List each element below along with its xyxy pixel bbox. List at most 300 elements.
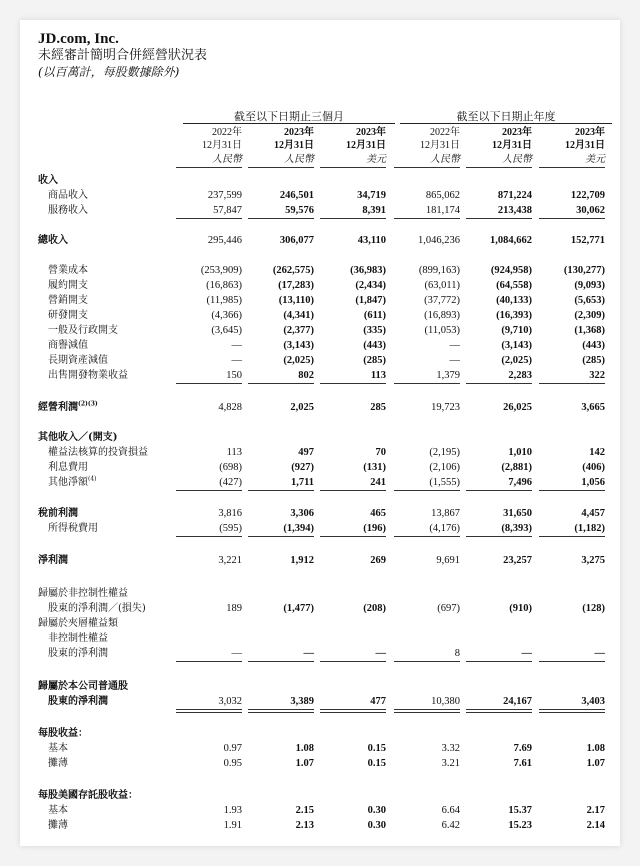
cell-value: (611) [363,310,386,321]
cell-value: (443) [363,340,386,351]
cell-value: (16,893) [424,310,460,321]
table-row [20,323,620,338]
column-rule [539,167,605,168]
total-double-rule [539,709,605,713]
subtotal-rule [539,536,605,537]
total-double-rule [394,709,460,713]
row-label [48,323,118,338]
subtotal-rule [176,661,242,662]
cell-value: (2,025) [283,355,314,366]
row-label-text: 所得稅費用 [48,523,98,534]
cell-value: (910) [509,603,532,614]
subtotal-rule [539,490,605,491]
cell-value: 152,771 [570,235,605,246]
table-row [20,756,620,771]
group-header-three-months: 截至以下日期止三個月 [234,110,344,123]
row-label-text: 攤薄 [48,820,68,831]
cell-value: 15.37 [508,805,532,816]
cell-value: 3,389 [290,696,314,707]
row-label [48,601,146,616]
column-rule [320,167,386,168]
row-label [38,173,58,188]
cell-value: 0.30 [367,820,386,831]
subtotal-rule [176,383,242,384]
cell-value: 246,501 [279,190,314,201]
cell-value: (2,195) [429,447,460,458]
cell-value: (899,163) [418,265,460,276]
row-label [48,475,97,490]
column-year: 2023年 [284,127,314,138]
subtotal-rule [320,383,386,384]
cell-value: 306,077 [279,235,314,246]
row-label-text: 每股美國存託股收益： [38,790,138,801]
cell-value: 1.08 [586,743,605,754]
unit-note: (以百萬計，每股數據除外) [38,65,180,79]
cell-value: — [231,648,242,659]
column-rule [394,167,460,168]
cell-value: 1.07 [295,758,314,769]
cell-value: (443) [582,340,605,351]
row-label-text: 履約開支 [48,280,88,291]
table-row [20,803,620,818]
row-label-text: 營銷開支 [48,295,88,306]
cell-value: (3,143) [501,340,532,351]
cell-value: 15.23 [508,820,532,831]
column-rule [248,167,314,168]
row-label-text: 每股收益： [38,728,88,739]
cell-value: 181,174 [425,205,460,216]
column-currency: 人民幣 [430,154,460,165]
cell-value: (2,025) [501,355,532,366]
table-row [20,368,620,383]
cell-value: 1,912 [290,555,314,566]
cell-value: 2.14 [586,820,605,831]
statement-header [38,30,207,80]
table-row [20,173,620,188]
row-label [48,631,108,646]
subtotal-rule [248,218,314,219]
subtotal-rule [394,536,460,537]
cell-value: 34,719 [357,190,386,201]
footnote-marker: (2)(3) [78,400,98,408]
subtotal-rule [176,218,242,219]
table-row [20,400,620,415]
cell-value: — [303,648,314,659]
subtotal-rule [320,536,386,537]
cell-value: 2,025 [290,402,314,413]
row-label-text: 商品收入 [48,190,88,201]
cell-value: (2,106) [429,462,460,473]
row-label-text: 總收入 [38,235,68,246]
cell-value: (9,093) [574,280,605,291]
row-label [48,203,88,218]
cell-value: 0.15 [367,758,386,769]
subtotal-rule [248,536,314,537]
row-label [38,616,118,631]
cell-value: (1,394) [283,523,314,534]
cell-value: — [449,355,460,366]
table-row [20,601,620,616]
cell-value: (427) [219,477,242,488]
table-row [20,646,620,661]
cell-value: (1,555) [429,477,460,488]
cell-value: 3.21 [441,758,460,769]
cell-value: 9,691 [436,555,460,566]
cell-value: (335) [363,325,386,336]
cell-value: 237,599 [207,190,242,201]
cell-value: (131) [363,462,386,473]
cell-value: 113 [226,447,242,458]
subtotal-rule [394,218,460,219]
subtotal-rule [248,661,314,662]
cell-value: (3,143) [283,340,314,351]
cell-value: (697) [437,603,460,614]
row-label-text: 攤薄 [48,758,68,769]
column-date: 12月31日 [202,140,242,151]
cell-value: 23,257 [503,555,532,566]
row-label [48,293,88,308]
subtotal-rule [320,661,386,662]
group-header-year: 截至以下日期止年度 [456,110,556,123]
row-label [38,679,128,694]
column-rule [466,167,532,168]
cell-value: (406) [582,462,605,473]
cell-value: (4,341) [283,310,314,321]
cell-value: 269 [370,555,386,566]
row-label-text: 基本 [48,805,68,816]
cell-value: 2.15 [295,805,314,816]
cell-value: 7.69 [513,743,532,754]
cell-value: 497 [298,447,314,458]
column-rule [176,167,242,168]
subtotal-rule [320,218,386,219]
cell-value: 189 [226,603,242,614]
cell-value: 295,446 [207,235,242,246]
cell-value: 70 [375,447,386,458]
column-year: 2022年 [212,127,242,138]
row-label-text: 其他收入／(開支) [38,432,118,443]
cell-value: 4,828 [218,402,242,413]
group-rule [183,123,395,124]
table-row [20,818,620,833]
cell-value: (4,366) [211,310,242,321]
cell-value: (285) [582,355,605,366]
row-label [48,803,68,818]
column-year: 2023年 [502,127,532,138]
row-label [38,233,68,248]
cell-value: (11,053) [424,325,460,336]
row-label [48,263,88,278]
table-row [20,506,620,521]
cell-value: 6.42 [441,820,460,831]
cell-value: (63,011) [424,280,460,291]
table-row [20,460,620,475]
cell-value: (16,863) [206,280,242,291]
column-currency: 美元 [585,154,605,165]
table-row [20,430,620,445]
cell-value: (1,182) [574,523,605,534]
subtotal-rule [394,383,460,384]
subtotal-rule [176,536,242,537]
row-label-text: 長期資產減值 [48,355,108,366]
table-row [20,586,620,601]
row-label [48,818,68,833]
cell-value: — [231,355,242,366]
table-row [20,521,620,536]
cell-value: 30,062 [576,205,605,216]
table-row [20,741,620,756]
cell-value: (2,309) [574,310,605,321]
cell-value: 865,062 [425,190,460,201]
statement-title: 未經審計簡明合併經營狀況表 [38,48,208,63]
cell-value: 3.32 [441,743,460,754]
row-label-text: 營業成本 [48,265,88,276]
footnote-marker: (4) [88,475,97,483]
cell-value: 3,032 [218,696,242,707]
cell-value: (64,558) [496,280,532,291]
cell-value: 13,867 [431,508,460,519]
subtotal-rule [466,536,532,537]
row-label-text: 利息費用 [48,462,88,473]
subtotal-rule [248,383,314,384]
cell-value: (3,645) [211,325,242,336]
row-label-text: 稅前利潤 [38,508,78,519]
cell-value: 1.93 [223,805,242,816]
row-label [38,400,98,415]
cell-value: 10,380 [431,696,460,707]
cell-value: 57,847 [213,205,242,216]
cell-value: 802 [298,370,314,381]
table-row [20,188,620,203]
row-label [48,521,98,536]
table-row [20,338,620,353]
row-label-text: 一般及行政開支 [48,325,118,336]
table-row [20,293,620,308]
cell-value: (927) [291,462,314,473]
subtotal-rule [466,218,532,219]
cell-value: — [449,340,460,351]
cell-value: — [375,648,386,659]
cell-value: 4,457 [581,508,605,519]
cell-value: 1,056 [581,477,605,488]
row-label-text: 淨利潤 [38,555,68,566]
subtotal-rule [394,490,460,491]
subtotal-rule [539,218,605,219]
cell-value: 122,709 [570,190,605,201]
table-row [20,788,620,803]
cell-value: (253,909) [200,265,242,276]
table-row [20,445,620,460]
cell-value: 241 [370,477,386,488]
table-row [20,475,620,490]
cell-value: 8 [454,648,460,659]
subtotal-rule [466,490,532,491]
cell-value: 0.97 [223,743,242,754]
cell-value: — [231,340,242,351]
cell-value: 465 [370,508,386,519]
cell-value: (4,176) [429,523,460,534]
cell-value: 31,650 [503,508,532,519]
column-currency: 美元 [366,154,386,165]
cell-value: (285) [363,355,386,366]
column-date: 12月31日 [565,140,605,151]
subtotal-rule [176,490,242,491]
total-double-rule [466,709,532,713]
row-label [48,460,88,475]
cell-value: (2,377) [283,325,314,336]
cell-value: 43,110 [357,235,386,246]
cell-value: 0.15 [367,743,386,754]
cell-value: 7.61 [513,758,532,769]
cell-value: 477 [370,696,386,707]
cell-value: (36,983) [350,265,386,276]
row-label-text: 研發開支 [48,310,88,321]
cell-value: (1,368) [574,325,605,336]
total-double-rule [248,709,314,713]
cell-value: 1,084,662 [490,235,532,246]
cell-value: 1.91 [223,820,242,831]
row-label-text: 出售開發物業收益 [48,370,128,381]
total-double-rule [320,709,386,713]
cell-value: 3,816 [218,508,242,519]
cell-value: 3,306 [290,508,314,519]
row-label [48,353,108,368]
table-row [20,263,620,278]
row-label-text: 收入 [38,175,58,186]
row-label-text: 非控制性權益 [48,633,108,644]
cell-value: — [594,648,605,659]
cell-value: (2,881) [501,462,532,473]
row-label-text: 商譽減值 [48,340,88,351]
cell-value: 3,275 [581,555,605,566]
table-row [20,679,620,694]
table-row [20,553,620,568]
cell-value: — [521,648,532,659]
row-label [48,445,148,460]
cell-value: 7,496 [508,477,532,488]
subtotal-rule [466,383,532,384]
cell-value: 0.95 [223,758,242,769]
row-label [48,694,108,709]
cell-value: 2.17 [586,805,605,816]
cell-value: (595) [219,523,242,534]
row-label-text: 經營利潤 [38,402,78,413]
row-label [38,726,88,741]
row-label-text: 歸屬於本公司普通股 [38,681,128,692]
table-row [20,233,620,248]
cell-value: (130,277) [563,265,605,276]
row-label [38,788,138,803]
column-currency: 人民幣 [284,154,314,165]
cell-value: 113 [370,370,386,381]
subtotal-rule [320,490,386,491]
row-label [48,308,88,323]
row-label [38,506,78,521]
total-double-rule [176,709,242,713]
cell-value: 871,224 [497,190,532,201]
cell-value: 3,221 [218,555,242,566]
cell-value: (40,133) [496,295,532,306]
subtotal-rule [394,661,460,662]
column-date: 12月31日 [420,140,460,151]
cell-value: (16,393) [496,310,532,321]
row-label-text: 權益法核算的投資損益 [48,447,148,458]
cell-value: 285 [370,402,386,413]
column-date: 12月31日 [492,140,532,151]
cell-value: 1,046,236 [418,235,460,246]
cell-value: 26,025 [503,402,532,413]
row-label-text: 股東的淨利潤 [48,648,108,659]
cell-value: (8,393) [501,523,532,534]
cell-value: 8,391 [362,205,386,216]
cell-value: (17,283) [278,280,314,291]
row-label [48,188,88,203]
row-label [48,368,128,383]
cell-value: (698) [219,462,242,473]
cell-value: (1,847) [355,295,386,306]
row-label-text: 基本 [48,743,68,754]
cell-value: 150 [226,370,242,381]
row-label-text: 股東的淨利潤／(損失) [48,603,146,614]
cell-value: (196) [363,523,386,534]
cell-value: 19,723 [431,402,460,413]
row-label [38,586,128,601]
cell-value: (208) [363,603,386,614]
cell-value: (924,958) [490,265,532,276]
cell-value: (5,653) [574,295,605,306]
cell-value: (9,710) [501,325,532,336]
column-currency: 人民幣 [502,154,532,165]
group-rule [400,123,612,124]
cell-value: (1,477) [283,603,314,614]
cell-value: (262,575) [272,265,314,276]
row-label [48,756,68,771]
row-label-text: 歸屬於夾層權益類 [38,618,118,629]
subtotal-rule [539,383,605,384]
cell-value: 2,283 [508,370,532,381]
table-row [20,353,620,368]
cell-value: 59,576 [285,205,314,216]
column-date: 12月31日 [346,140,386,151]
row-label [48,741,68,756]
table-row [20,203,620,218]
table-row [20,631,620,646]
cell-value: 24,167 [503,696,532,707]
row-label [48,338,88,353]
cell-value: (13,110) [278,295,314,306]
cell-value: 2.13 [295,820,314,831]
subtotal-rule [248,490,314,491]
table-row [20,308,620,323]
row-label-text: 其他淨額 [48,477,88,488]
column-currency: 人民幣 [212,154,242,165]
row-label [38,553,68,568]
cell-value: (128) [582,603,605,614]
column-date: 12月31日 [274,140,314,151]
row-label-text: 歸屬於非控制性權益 [38,588,128,599]
row-label-text: 服務收入 [48,205,88,216]
statement-page [20,20,620,846]
cell-value: (37,772) [424,295,460,306]
table-row [20,278,620,293]
row-label [48,278,88,293]
cell-value: 3,665 [581,402,605,413]
cell-value: 6.64 [441,805,460,816]
company-name: JD.com, Inc. [38,31,119,47]
cell-value: 1.08 [295,743,314,754]
column-year: 2023年 [575,127,605,138]
table-row [20,616,620,631]
